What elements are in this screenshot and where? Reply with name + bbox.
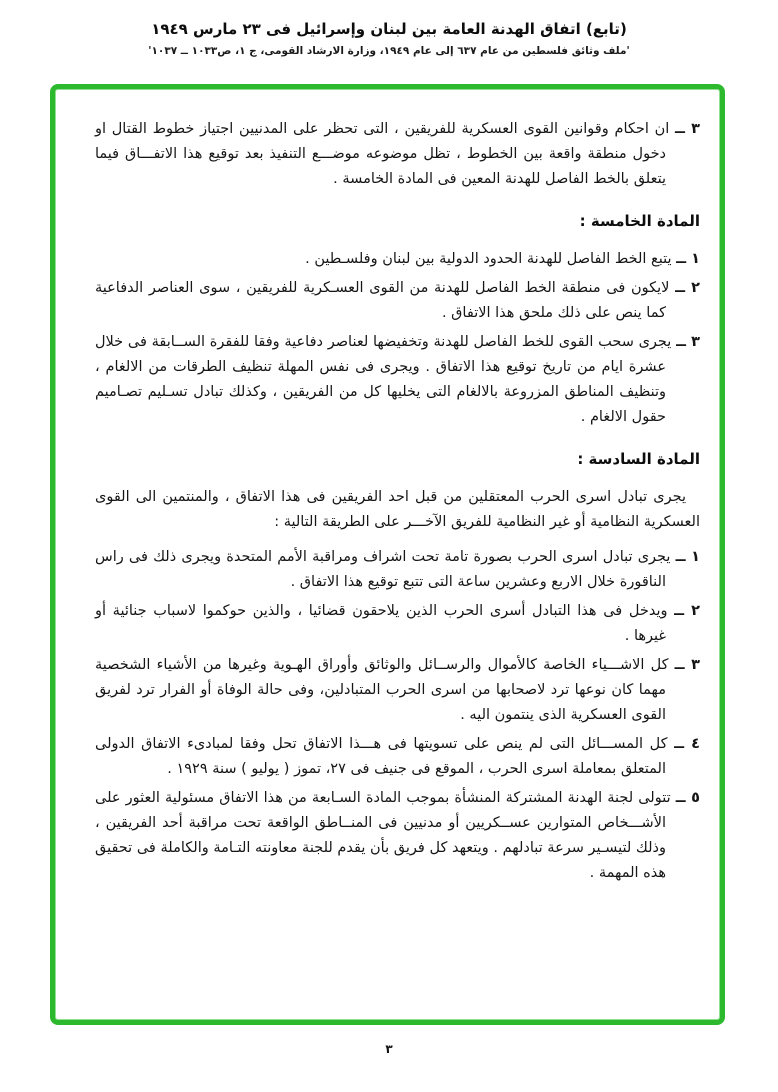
page-number: ٣ xyxy=(385,1042,393,1056)
list-item xyxy=(95,545,700,595)
list-item xyxy=(95,117,700,192)
article-six-heading: المادة السادسة : xyxy=(577,450,700,468)
item-number: ١ ــ xyxy=(676,251,700,267)
list-item xyxy=(95,276,700,326)
item-text: لايكون فى منطقة الخط الفاصل للهدنة من القوى العسـكرية للفريقين ، سوى العناصر الدفاعية كما ينص على ذلك ملحق هذا الاتفاق . xyxy=(95,280,670,321)
item-number: ٥ ــ xyxy=(675,790,701,806)
item-number: ٣ ــ xyxy=(674,657,701,673)
item-number: ٣ ــ xyxy=(676,334,701,350)
list-item xyxy=(95,786,700,886)
list-item xyxy=(95,732,700,782)
document-header xyxy=(0,20,778,57)
item-text: ويدخل فى هذا التبادل أسرى الحرب الذين يلاحقون قضائيا ، والذين حوكموا لاسباب جنائية أو غيرها . xyxy=(95,603,668,644)
list-item xyxy=(95,653,700,728)
annotation-highlight-box xyxy=(50,84,725,1025)
item-text: يتبع الخط الفاصل للهدنة الحدود الدولية بين لبنان وفلسـطين . xyxy=(305,251,672,267)
document-title: (تابع) اتفاق الهدنة العامة بين لبنان وإسرائيل فى ٢٣ مارس ١٩٤٩ xyxy=(151,20,627,38)
list-item xyxy=(95,330,700,430)
article-five-heading: المادة الخامسة : xyxy=(579,212,700,230)
item-text: يجرى سحب القوى للخط الفاصل للهدنة وتخفيضها لعناصر دفاعية وفقا للفقرة الســابقة فى خلال عشرة ايام من تاريخ توقيع هذا الاتفاق . ويجرى فى نفس المهلة تنظيف الطرقات من الالغام ، وتنظيف المناطق المزروعة بالالغام التى يخليها كل من الفريقين ، وكذلك تبادل تسـليم تصـاميم حقول الالغام . xyxy=(95,334,672,425)
item-text: ان احكام وقوانين القوى العسكرية للفريقين ، التى تحظر على المدنيين اجتياز خطوط القتال او دخول منطقة واقعة بين الخطوط ، تظل موضوعه موضـــع التنفيذ بعد توقيع هذا الاتفـــاق فيما يتعلق بالخط الفاصل للهدنة المعين فى المادة الخامسة . xyxy=(95,121,670,187)
item-text: كل الاشـــياء الخاصة كالأموال والرســائل والوثائق وأوراق الهـوية وغيرها من الأشياء الشخصية مهما كان نوعها ترد لاصحابها من اسرى الحرب المتبادلين، وفى حالة الوفاة أو الفرار ترد لفريق القوى العسكرية الذى ينتمون اليه . xyxy=(95,657,669,723)
item-number: ٣ ــ xyxy=(675,121,701,137)
item-number: ٢ ــ xyxy=(675,280,700,296)
item-text: كل المســـائل التى لم ينص على تسويتها فى هـــذا الاتفاق تحل وفقا لمبادىء الاتفاق الدولى المتعلق بمعاملة اسرى الحرب ، الموقع فى جنيف فى ٢٧، تموز ( يوليو ) سنة ١٩٢٩ . xyxy=(95,736,668,777)
article-six-items xyxy=(95,545,700,886)
list-item xyxy=(95,599,700,649)
item-number: ٢ ــ xyxy=(674,603,700,619)
item-number: ١ ــ xyxy=(675,549,700,565)
source-citation: 'ملف وثائق فلسطين من عام ٦٣٧ إلى عام ١٩٤٩، وزارة الارشاد القومى، ج ١، ص١٠٣٣ ــ ١٠٣٧' xyxy=(148,45,630,57)
article-six-intro: يجرى تبادل اسرى الحرب المعتقلين من قبل احد الفريقين فى هذا الاتفاق ، والمنتمين الى القوى العسكرية النظامية أو غير النظامية للفريق الآخـــر على الطريقة التالية : xyxy=(95,489,700,530)
item-number: ٤ ــ xyxy=(674,736,700,752)
list-item xyxy=(95,247,700,272)
item-text: تتولى لجنة الهدنة المشتركة المنشأة بموجب المادة السـابعة من هذا الاتفاق مسئولية العثور على الأشـــخاص المتوارين عســكريين أو مدنيين فى المنــاطق الواقعة تحت مراقبة أحد الفريقين ، وذلك لتيسـير سرعة تبادلهم . ويتعهد كل فريق بأن يقدم للجنة معاونته التـامة والكاملة فى تحقيق هذه المهمة . xyxy=(95,790,671,881)
item-text: يجرى تبادل اسرى الحرب بصورة تامة تحت اشراف ومراقبة الأمم المتحدة ويجرى ذلك فى راس الناقورة خلال الاربع وعشرين ساعة التى تتبع توقيع هذا الاتفاق . xyxy=(95,549,671,590)
article-five-items xyxy=(95,247,700,430)
